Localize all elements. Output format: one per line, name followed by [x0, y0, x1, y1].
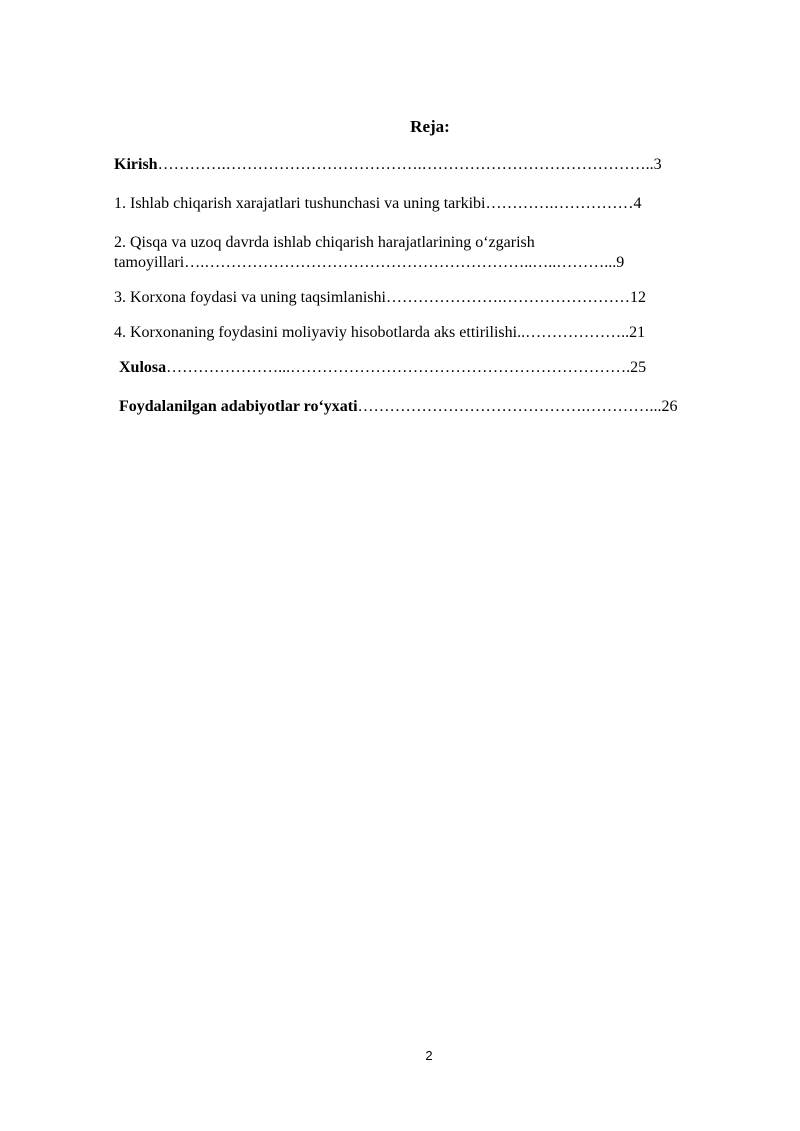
toc-entry-leader: ………….……………………………….……………………………………..: [157, 156, 654, 173]
toc-entry-1: [114, 194, 641, 214]
toc-entry-page: 4: [633, 195, 642, 212]
toc-entry-leader: …………………………………….…………...: [357, 398, 662, 415]
toc-entry-label: Kirish: [114, 156, 158, 173]
toc-entry-label: 4. Korxonaning foydasini moliyaviy hisobotlarda aks ettirilishi: [114, 324, 518, 341]
toc-title: Reja:: [410, 117, 450, 136]
page-number: 2: [425, 1048, 433, 1063]
toc-entry-leader: …………………...……………………………………………………….: [166, 359, 631, 376]
toc-entry-page: 9: [616, 254, 625, 271]
toc-entry-adabiyotlar: [119, 397, 678, 417]
toc-entry-xulosa: [119, 358, 646, 378]
toc-entry-leader: ………………….……………………: [385, 289, 630, 306]
toc-entry-kirish: [114, 155, 662, 175]
toc-entry-page: 25: [630, 359, 647, 376]
toc-entry-label: 2. Qisqa va uzoq davrda ishlab chiqarish harajatlarining o‘zgarish: [114, 234, 535, 251]
toc-entry-page: 21: [629, 324, 646, 341]
toc-entry-page: 12: [629, 289, 646, 306]
toc-entry-4: [114, 323, 645, 343]
toc-entry-page: 3: [653, 156, 662, 173]
toc-entry-leader: ………….……………: [485, 195, 634, 212]
toc-entry-label: 1. Ishlab chiqarish xarajatlari tushunchasi va uning tarkibi: [114, 195, 486, 212]
toc-entry-label: Xulosa: [119, 359, 167, 376]
toc-entry-2-line1: [114, 233, 535, 253]
toc-entry-page: 26: [661, 398, 678, 415]
toc-entry-2-line2: [114, 253, 624, 273]
toc-entry-3: [114, 288, 646, 308]
toc-entry-label: tamoyillari: [114, 254, 185, 271]
toc-entry-label: 3. Korxona foydasi va uning taqsimlanishi: [114, 289, 386, 306]
toc-entry-label: Foydalanilgan adabiyotlar ro‘yxati: [119, 398, 358, 415]
toc-entry-leader: ….……………………………………………………..…..………...: [184, 254, 617, 271]
toc-entry-leader: ..………………..: [517, 324, 630, 341]
